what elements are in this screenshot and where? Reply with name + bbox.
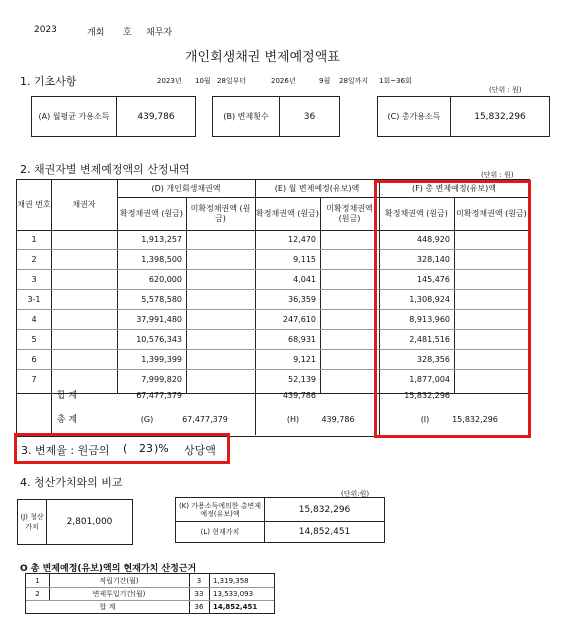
row-no: 4 xyxy=(31,314,37,324)
row-no: 5 xyxy=(31,334,37,344)
row-f: 328,356 xyxy=(416,354,450,364)
row-d: 37,991,480 xyxy=(136,314,182,324)
box-k-value: 15,832,296 xyxy=(298,504,351,515)
col-e-confirmed: 확정채권액 (원금) xyxy=(256,208,319,218)
rate-suffix: 상당액 xyxy=(184,444,216,457)
box-a-label: (A) 월평균 가용소득 xyxy=(38,111,110,121)
pv-sum-row xyxy=(26,600,274,613)
row-f: 2,481,516 xyxy=(409,334,450,344)
row-f: 328,140 xyxy=(416,254,450,264)
i-value: 15,832,296 xyxy=(452,415,498,424)
section4-unit: (단위:원) xyxy=(341,490,370,498)
section2-unit: (단위 : 원) xyxy=(481,171,514,179)
row-e: 9,121 xyxy=(293,354,316,364)
table-row xyxy=(26,574,274,587)
row-f: 8,913,960 xyxy=(409,314,450,324)
period-end-month: 9월 xyxy=(319,77,331,85)
section5-heading: O 총 변제예정(유보)액의 현재가치 산정근거 xyxy=(20,564,197,574)
pv-row-months: 3 xyxy=(196,576,202,585)
section1-unit: (단위 : 원) xyxy=(489,86,522,94)
row-no: 3 xyxy=(31,274,37,284)
row-f: 448,920 xyxy=(416,234,450,244)
period-start-year: 2023년 xyxy=(157,77,182,85)
case-year: 2023 xyxy=(34,25,57,35)
row-d: 10,576,343 xyxy=(136,334,182,344)
row-e: 12,470 xyxy=(288,234,316,244)
sum-d: 67,477,379 xyxy=(136,391,182,400)
period-end-day: 28일까지 xyxy=(339,77,369,85)
g-label: (G) xyxy=(140,415,154,424)
box-kl xyxy=(175,497,385,543)
box-a-value: 439,786 xyxy=(137,111,175,122)
sum-f: 15,832,296 xyxy=(404,391,450,400)
row-d: 620,000 xyxy=(148,274,182,284)
row-f: 145,476 xyxy=(416,274,450,284)
row-no: 6 xyxy=(31,354,37,364)
pv-table xyxy=(25,573,275,614)
row-d: 5,578,580 xyxy=(141,294,182,304)
row-e: 52,139 xyxy=(288,375,316,384)
table-row xyxy=(26,587,274,600)
box-j xyxy=(17,499,133,545)
col-d-unconfirmed: 미확정채권액 (원금) xyxy=(190,203,251,223)
period-end-year: 2026년 xyxy=(271,77,296,85)
col-e-unconfirmed: 미확정채권액 (원금) xyxy=(326,203,373,223)
box-a xyxy=(31,96,196,137)
section2-heading: 2. 채권자별 변제예정액의 산정내역 xyxy=(20,163,190,176)
document-title: 개인회생채권 변제예정액표 xyxy=(185,50,340,65)
row-d: 1,913,257 xyxy=(141,234,182,244)
row-no: 3-1 xyxy=(27,294,41,304)
pv-row-months: 33 xyxy=(194,589,204,598)
row-e: 9,115 xyxy=(293,254,316,264)
col-creditor-header: 채권자 xyxy=(72,200,96,209)
period-start-day: 28일부터 xyxy=(217,77,247,85)
h-value: 439,786 xyxy=(321,415,355,424)
highlight-total-column xyxy=(374,180,531,438)
row-e: 4,041 xyxy=(293,274,316,284)
row-d: 7,999,820 xyxy=(141,375,182,384)
rate-open: ( xyxy=(123,442,128,455)
box-l-label: (L) 현재가치 xyxy=(200,528,240,536)
row-e: 68,931 xyxy=(288,334,316,344)
box-c-label: (C) 총가용소득 xyxy=(387,111,441,121)
row-e: 36,359 xyxy=(288,294,316,304)
col-f-confirmed: 확정채권액 (원금) xyxy=(385,208,448,218)
box-b-label: (B) 변제횟수 xyxy=(223,111,269,121)
col-no-header: 채권 번호 xyxy=(17,200,51,209)
pv-row-value: 1,319,358 xyxy=(213,576,249,585)
g-value: 67,477,379 xyxy=(182,415,228,424)
box-j-label: (J) 청산 가치 xyxy=(20,513,44,531)
col-d-confirmed: 확정채권액 (원금) xyxy=(120,208,183,218)
debtor-label: 채무자 xyxy=(146,28,173,38)
pv-sum-value: 14,852,451 xyxy=(213,602,258,611)
period-count: 1회~36회 xyxy=(379,77,412,85)
total-label: 총 계 xyxy=(56,415,78,425)
row-no: 1 xyxy=(31,234,37,244)
row-no: 7 xyxy=(31,375,37,384)
case-court: 개회 xyxy=(87,28,105,38)
pv-row-label: 변제투입기간(월) xyxy=(92,589,146,598)
box-b-value: 36 xyxy=(303,111,316,122)
row-f: 1,308,924 xyxy=(409,294,450,304)
col-e-header: (E) 월 변제예정(유보)액 xyxy=(274,183,360,193)
section4-heading: 4. 청산가치와의 비교 xyxy=(20,476,123,489)
col-d-header: (D) 개인회생채권액 xyxy=(151,183,221,193)
period-start-month: 10월 xyxy=(195,77,211,85)
row-d: 1,399,399 xyxy=(141,354,182,364)
box-j-value: 2,801,000 xyxy=(66,517,113,527)
box-b xyxy=(212,96,340,137)
sum-e: 439,786 xyxy=(282,391,316,400)
row-e: 247,610 xyxy=(282,314,316,324)
row-d: 1,398,500 xyxy=(141,254,182,264)
rate-prefix: 3. 변제율 : 원금의 xyxy=(21,444,110,457)
box-k-label: (K) 가용소득에의한 총변제예정(유보)액 xyxy=(178,501,262,518)
pv-row-label: 적립기간(월) xyxy=(99,576,139,585)
pv-sum-months: 36 xyxy=(194,602,204,611)
col-f-header: (F) 총 변제예정(유보)액 xyxy=(412,183,496,193)
rate-value: 23 xyxy=(139,442,153,455)
box-c xyxy=(377,96,550,137)
pv-row-no: 1 xyxy=(35,576,40,585)
i-label: (I) xyxy=(420,415,430,424)
sum-label: 합 계 xyxy=(56,391,78,401)
pv-sum-label: 합 계 xyxy=(99,602,116,611)
rate-close: )% xyxy=(154,442,169,455)
row-no: 2 xyxy=(31,254,37,264)
section1-heading: 1. 기초사항 xyxy=(20,75,77,88)
case-number-label: 호 xyxy=(123,28,132,38)
h-label: (H) xyxy=(286,415,300,424)
pv-row-no: 2 xyxy=(35,589,40,598)
pv-row-value: 13,533,093 xyxy=(213,589,254,598)
col-f-unconfirmed: 미확정채권액 (원금) xyxy=(456,208,527,218)
box-l-value: 14,852,451 xyxy=(298,527,351,537)
box-c-value: 15,832,296 xyxy=(474,111,526,122)
row-f: 1,877,004 xyxy=(409,375,450,384)
